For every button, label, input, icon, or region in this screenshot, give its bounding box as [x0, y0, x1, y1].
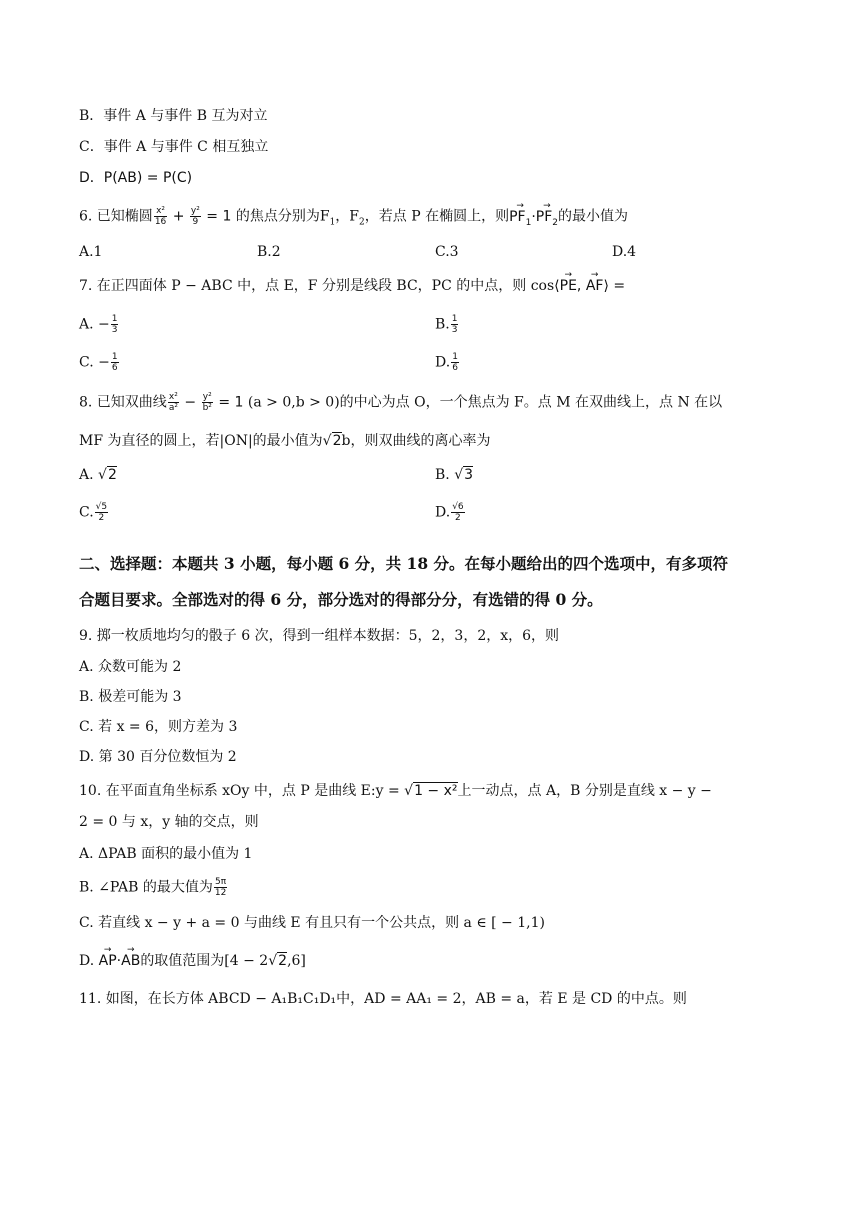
q10-option-b: B. ∠PAB 的最大值为 $\frac{5\pi}{12}$ [79, 877, 227, 898]
q8-option-d: D. $\frac{√6}{2}$ [435, 502, 464, 523]
q7-option-b: B. $\frac{1}{3}$ [435, 314, 458, 335]
q6-option-b: B.2 [257, 244, 281, 260]
q8-option-a: A. √2 [79, 467, 117, 483]
q6-stem: 6. 已知椭圆 $\frac{\text{x²}}{16}$ + $\frac{\text{y²}}{9}$ = 1 的焦点分别为$F_1$，$F_2$，若点 P 在椭圆上，则→ $PF_1\cdot\to PF_2$的最小值为 [79, 206, 628, 232]
q9-stem: 9. 掷一枚质地均匀的骰子 6 次，得到一组样本数据：5，2，3，2，x，6，则 [79, 628, 560, 644]
q5-option-d: D．P(AB) = P(C) [79, 170, 193, 186]
q9-option-a: A. 众数可能为 2 [79, 659, 182, 675]
q6-option-a: A.1 [79, 244, 103, 260]
q7-option-a: A. − $\frac{1}{3}$ [79, 314, 118, 335]
q10-stem-line2: 2 = 0 与 x，y 轴的交点，则 [79, 814, 259, 830]
q7-option-c: C. − $\frac{1}{6}$ [79, 352, 118, 373]
q5-option-b: B．事件 A 与事件 B 互为对立 [79, 108, 268, 124]
q5-option-c: C．事件 A 与事件 C 相互独立 [79, 139, 269, 155]
q7-stem: 7. 在正四面体 P − ABC 中，点 E，F 分别是线段 BC，PC 的中点，则 cos⟨→ PE, → AF⟩ = [79, 276, 625, 296]
q6-option-d: D.4 [612, 244, 637, 260]
q6-option-c: C.3 [435, 244, 459, 260]
q8-option-b: B. √3 [435, 467, 474, 483]
q10-option-a: A. ΔPAB 面积的最小值为 1 [79, 846, 253, 862]
q8-stem-line2: MF 为直径的圆上，若|ON|的最小值为√2b，则双曲线的离心率为 [79, 433, 491, 449]
q10-option-c: C. 若直线 x − y + a = 0 与曲线 E 有且只有一个公共点，则 a ∈ [ − 1,1) [79, 915, 545, 931]
q6-fraction-x: $\frac{\text{x²}}{16}$ [154, 206, 167, 227]
q9-option-d: D. 第 30 百分位数恒为 2 [79, 749, 237, 765]
q10-stem-line1: 10. 在平面直角坐标系 xOy 中，点 P 是曲线 E:y = √1 − x²上一动点，点 A，B 分别是直线 x − y − [79, 783, 712, 799]
q6-fraction-y: $\frac{\text{y²}}{9}$ [190, 206, 200, 227]
q9-option-c: C. 若 x = 6，则方差为 3 [79, 719, 238, 735]
section-2-heading: 二、选择题：本题共 3 小题，每小题 6 分，共 18 分。在每小题给出的四个选项中，有多项符 [79, 554, 729, 573]
q10-option-d: D. → AP·→ AB的取值范围为[4 − 2√2,6] [79, 951, 306, 971]
q8-option-c: C. $\frac{√5}{2}$ [79, 502, 108, 523]
q7-option-d: D. $\frac{1}{6}$ [435, 352, 458, 373]
q11-stem: 11. 如图，在长方体 ABCD − A₁B₁C₁D₁中，AD = AA₁ = 2，AB = a，若 E 是 CD 的中点。则 [79, 991, 687, 1007]
q8-stem-line1: 8. 已知双曲线 $\frac{\text{x²}}{\text{a²}}$ − $\frac{\text{y²}}{\text{b²}}$ = 1 (a > 0,b > 0)的中心为点 O，一个焦点为 F。点 M 在双曲线上，点 N 在以 [79, 392, 723, 413]
q9-option-b: B. 极差可能为 3 [79, 689, 182, 705]
section-2-instructions: 合题目要求。全部选对的得 6 分，部分选对的得部分分，有选错的得 0 分。 [79, 590, 603, 609]
